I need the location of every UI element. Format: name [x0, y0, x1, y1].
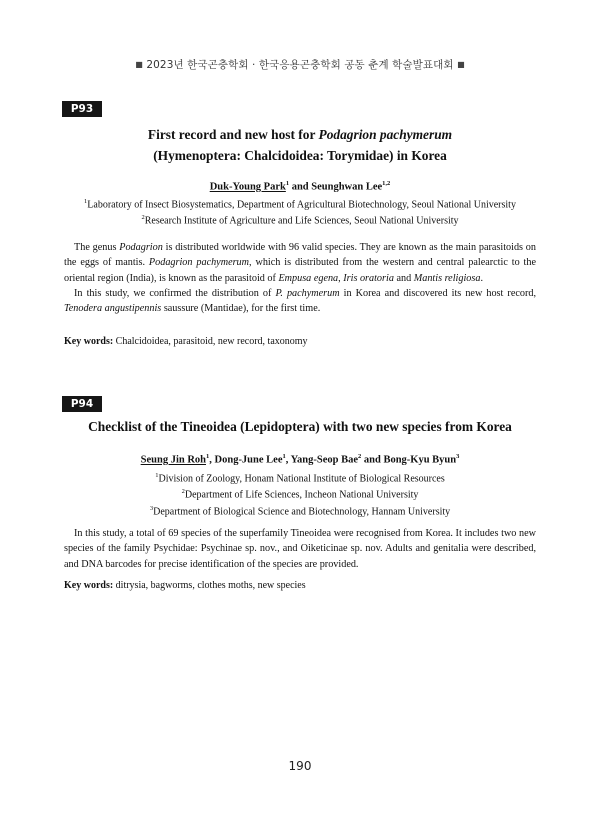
p93-author2-sup: 1,2 — [382, 180, 391, 187]
p93-title-text: First record and new host for — [147, 127, 319, 142]
p93-keywords-label: Key words: — [64, 336, 114, 347]
p93-paragraph-2: In this study, we confirmed the distribution of P. pachymerum in Korea and discovered its new host record, Tenodera angustipennis saussure (Mantidae), for the first time. — [64, 287, 536, 315]
p93-keywords-list: Chalcidoidea, parasitoid, new record, taxonomy — [113, 336, 308, 347]
p93-title-line2: (Hymenoptera: Chalcidoidea: Torymidae) in Korea — [153, 148, 447, 163]
header-square-left: ■ — [135, 60, 143, 69]
p94-keywords-label: Key words: — [64, 580, 114, 591]
p94-affiliations: $^1$Division of Zoology, Honam National Institute of Biological Resources $^2$Department of Life Sciences, Incheon National University $^3$Department of Biological Science and Biotechnology, Hannam University — [149, 472, 451, 517]
p93-author1-sup: 1 — [285, 180, 290, 187]
p93-aff2: Research Institute of Agriculture and Life Sciences, Seoul National University — [144, 215, 459, 227]
p94-aff3: Department of Biological Science and Biotechnology, Hannam University — [153, 505, 451, 517]
p93-author-sep: and — [289, 181, 312, 193]
p94-title: Checklist of the Tineoidea (Lepidoptera) with two new species from Korea — [88, 419, 512, 434]
p93-author2: Seunghwan Lee — [311, 181, 383, 193]
p93-affiliations — [0, 195, 600, 228]
p94-author4: Bong-Kyu Byun — [383, 454, 457, 466]
p94-keywords — [64, 580, 536, 591]
p94-authors: Seung Jin Roh$^1$, Dong-June Lee$^1$, Yang-Seop Bae$^2$ and Bong-Kyu Byun$^3$ — [140, 453, 460, 466]
p94-aff2: Department of Life Sciences, Incheon National University — [184, 489, 419, 501]
p94-label: P94 — [62, 396, 102, 412]
header-square-right: ■ — [457, 60, 465, 69]
p93-aff1: Laboratory of Insect Biosystematics, Department of Agricultural Biotechnology, Seoul National University — [87, 199, 516, 211]
p93-paragraph-1: The genus Podagrion is distributed worldwide with 96 valid species. They are known as the main parasitoids on the eggs of mantis. Podagrion pachymerum, which is distributed from the western and central palearctic to the oriental region (India), is known as the parasitoid of Empusa egena, Iris oratoria and Mantis religiosa. — [64, 242, 536, 284]
p94-author3: Yang-Seop Bae — [290, 454, 358, 466]
p93-abstract — [64, 240, 536, 316]
p94-author2: Dong-June Lee — [214, 454, 283, 466]
running-header — [0, 57, 600, 72]
p94-abstract — [64, 526, 536, 572]
p94-keywords-list: ditrysia, bagworms, clothes moths, new species — [113, 580, 306, 591]
p93-author-presenter: Duk-Young Park — [209, 181, 286, 193]
p94-aff1: Division of Zoology, Honam National Institute of Biological Resources — [158, 473, 445, 485]
p93-title — [0, 124, 600, 166]
header-text: 2023년 한국곤충학회 · 한국응용곤충학회 공동 춘계 학술발표대회 — [146, 59, 454, 71]
p93-label: P93 — [62, 101, 102, 117]
p94-paragraph-1: In this study, a total of 69 species of the superfamily Tineoidea were recognised from Korea. It includes two new species of the family Psychidae: Psychinae sp. nov., and Oiketicinae sp. nov. Adults and genitalia were described, and DNA barcodes for precise identification of the species are provided. — [64, 528, 536, 570]
p93-keywords — [64, 336, 536, 347]
p93-title-species: Podagrion pachymerum — [318, 127, 453, 142]
p93-aff2-sup: 2 — [141, 214, 145, 222]
p94-author-presenter: Seung Jin Roh — [140, 454, 207, 466]
page-number: 190 — [288, 759, 312, 773]
p93-aff1-sup: 1 — [84, 198, 88, 205]
p93-authors — [0, 180, 600, 193]
